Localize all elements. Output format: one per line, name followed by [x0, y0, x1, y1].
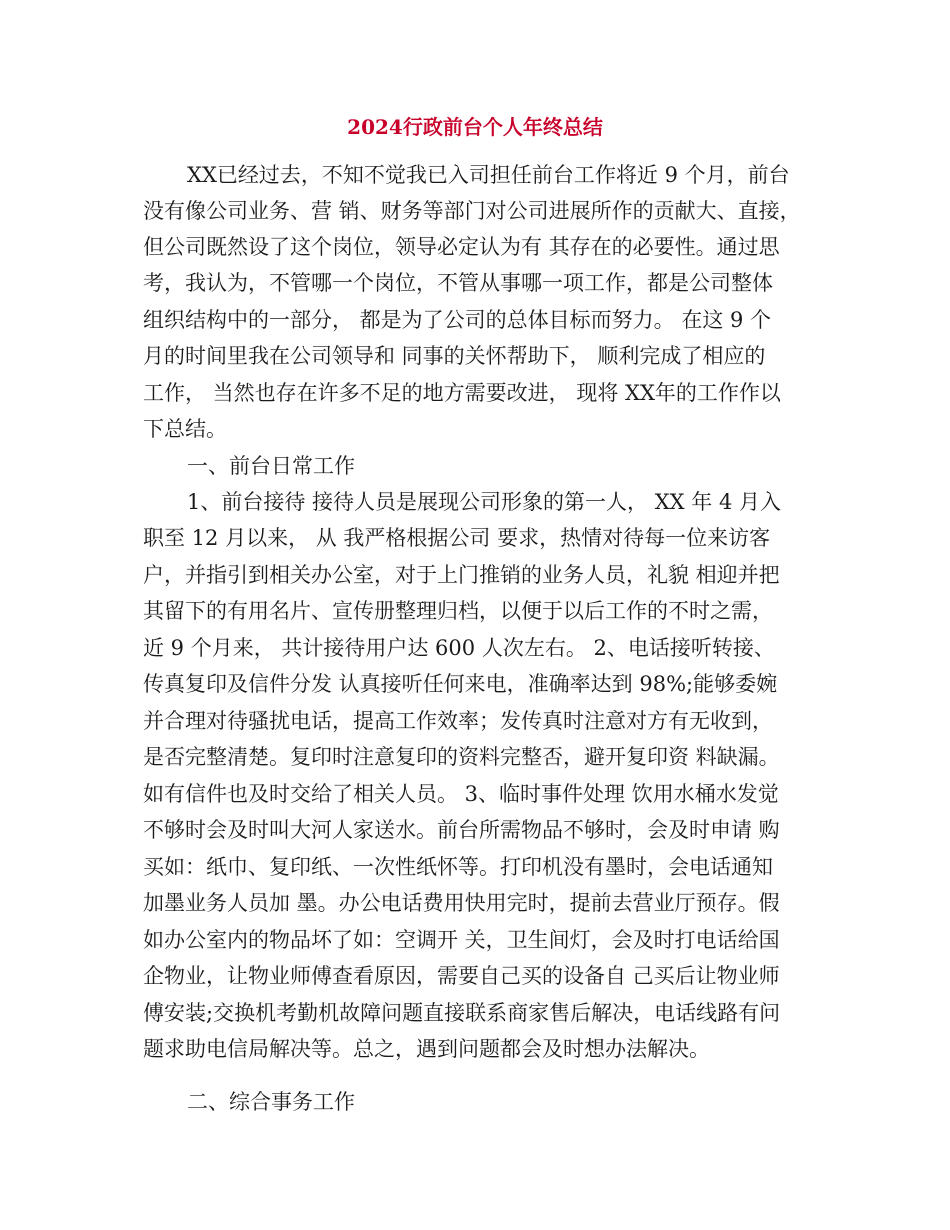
document-title: 2024行政前台个人年终总结	[347, 115, 603, 139]
paragraph-line: 如办公室内的物品坏了如：空调开 关，卫生间灯，会及时打电话给国	[143, 928, 780, 952]
paragraph-line: 职至 12 月以来， 从 我严格根据公司 要求，热情对待每一位来访客	[143, 526, 771, 550]
section-heading: 一、前台日常工作	[187, 454, 355, 478]
paragraph-line: 近 9 个月来， 共计接待用户达 600 人次左右。 2、电话接听转接、	[143, 636, 775, 660]
paragraph-line: 题求助电信局解决等。总之，遇到问题都会及时想办法解决。	[143, 1037, 710, 1061]
paragraph-line: 如有信件也及时交给了相关人员。 3、临时事件处理 饮用水桶水发觉	[143, 782, 779, 806]
paragraph-line: 但公司既然设了这个岗位，领导必定认为有 其存在的必要性。通过思	[143, 235, 780, 259]
paragraph-line: 并合理对待骚扰电话，提高工作效率；发传真时注意对方有无收到，	[143, 709, 773, 733]
paragraph-line: 买如：纸巾、复印纸、一次性纸怀等。打印机没有墨时，会电话通知	[143, 855, 773, 879]
paragraph-line: 传真复印及信件分发 认真接听任何来电，准确率达到 98%;能够委婉	[143, 672, 778, 696]
paragraph-line: 组织结构中的一部分， 都是为了公司的总体目标而努力。 在这 9 个	[143, 308, 772, 332]
paragraph-line: 月的时间里我在公司领导和 同事的关怀帮助下， 顺利完成了相应的	[143, 344, 766, 368]
section-heading: 二、综合事务工作	[187, 1090, 355, 1114]
paragraph-line: 没有像公司业务、营 销、财务等部门对公司进展所作的贡献大、直接，	[143, 199, 801, 223]
paragraph-line: 不够时会及时叫大河人家送水。前台所需物品不够时，会及时申请 购	[143, 818, 780, 842]
paragraph-line: XX已经过去，不知不觉我已入司担任前台工作将近 9 个月，前台	[187, 163, 790, 187]
paragraph-line: 是否完整清楚。复印时注意复印的资料完整否，避开复印资 料缺漏。	[143, 745, 780, 769]
paragraph-line: 企物业，让物业师傅查看原因，需要自己买的设备自 己买后让物业师	[143, 964, 780, 988]
paragraph-line: 考，我认为，不管哪一个岗位，不管从事哪一项工作，都是公司整体	[143, 271, 773, 295]
paragraph-line: 下总结。	[143, 417, 227, 441]
paragraph-line: 户，并指引到相关办公室，对于上门推销的业务人员，礼貌 相迎并把	[143, 563, 780, 587]
paragraph-line: 1、前台接待 接待人员是展现公司形象的第一人， XX 年 4 月入	[187, 490, 781, 514]
paragraph-line: 工作， 当然也存在许多不足的地方需要改进， 现将 XX年的工作作以	[143, 381, 781, 405]
paragraph-line: 加墨业务人员加 墨。办公电话费用快用完时，提前去营业厅预存。假	[143, 891, 780, 915]
paragraph-line: 傅安装;交换机考勤机故障问题直接联系商家售后解决，电话线路有问	[143, 1001, 781, 1025]
paragraph-line: 其留下的有用名片、宣传册整理归档，以便于以后工作的不时之需，	[143, 599, 773, 623]
